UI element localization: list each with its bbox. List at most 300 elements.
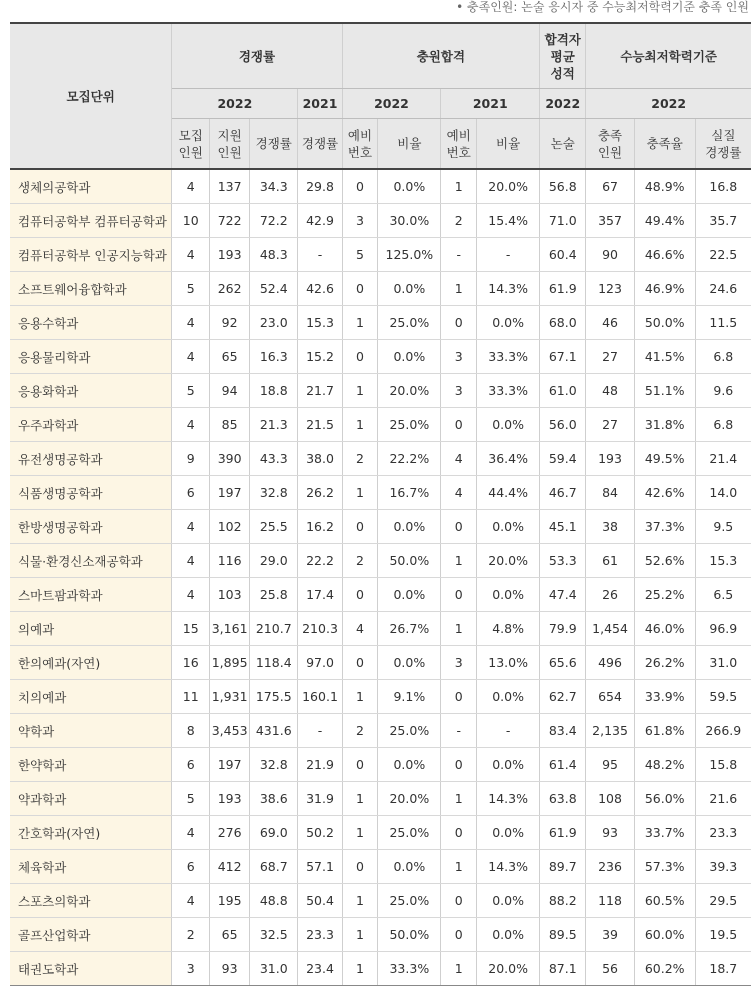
table-cell: 1 xyxy=(342,306,378,340)
footnote: • 충족인원: 논술 응시자 중 수능최저학력기준 충족 인원 xyxy=(456,0,749,14)
table-cell: 0 xyxy=(441,680,477,714)
table-cell: 32.8 xyxy=(250,748,298,782)
table-cell: 14.3% xyxy=(477,272,540,306)
table-cell: 197 xyxy=(210,748,250,782)
table-cell: 44.4% xyxy=(477,476,540,510)
table-cell: 68.0 xyxy=(540,306,586,340)
table-cell: 22.5 xyxy=(695,238,751,272)
table-cell: 26.2 xyxy=(298,476,342,510)
table-cell: 72.2 xyxy=(250,204,298,238)
table-cell: 0 xyxy=(342,340,378,374)
table-cell: 5 xyxy=(172,782,210,816)
table-cell: 0 xyxy=(342,578,378,612)
table-cell: 195 xyxy=(210,884,250,918)
table-cell: - xyxy=(477,238,540,272)
table-cell: 61.8% xyxy=(634,714,695,748)
table-cell: 210.3 xyxy=(298,612,342,646)
table-cell: 14.3% xyxy=(477,850,540,884)
table-cell: 11.5 xyxy=(695,306,751,340)
table-cell: 25.0% xyxy=(378,884,441,918)
unit-name: 유전생명공학과 xyxy=(10,442,172,476)
table-cell: 43.3 xyxy=(250,442,298,476)
table-cell: 33.3% xyxy=(477,374,540,408)
table-cell: 2 xyxy=(342,714,378,748)
table-cell: 29.5 xyxy=(695,884,751,918)
table-cell: 160.1 xyxy=(298,680,342,714)
table-cell: 61.9 xyxy=(540,272,586,306)
unit-name: 식물·환경신소재공학과 xyxy=(10,544,172,578)
table-cell: 1 xyxy=(342,952,378,986)
table-cell: 88.2 xyxy=(540,884,586,918)
table-cell: 48 xyxy=(586,374,634,408)
table-cell: 4 xyxy=(172,306,210,340)
table-body xyxy=(10,169,751,986)
table-cell: 0.0% xyxy=(378,578,441,612)
table-cell: 16.3 xyxy=(250,340,298,374)
table-cell: 20.0% xyxy=(477,169,540,204)
table-cell: 3 xyxy=(441,340,477,374)
table-cell: 1 xyxy=(441,612,477,646)
table-cell: 125.0% xyxy=(378,238,441,272)
unit-name: 약학과 xyxy=(10,714,172,748)
table-row xyxy=(10,204,751,238)
table-cell: 31.9 xyxy=(298,782,342,816)
table-cell: 4 xyxy=(172,884,210,918)
table-cell: 32.5 xyxy=(250,918,298,952)
table-cell: 21.3 xyxy=(250,408,298,442)
table-cell: 118 xyxy=(586,884,634,918)
table-cell: 3 xyxy=(172,952,210,986)
header-year: 2022 xyxy=(540,89,586,119)
table-cell: 65.6 xyxy=(540,646,586,680)
table-cell: 49.4% xyxy=(634,204,695,238)
table-cell: 26.2% xyxy=(634,646,695,680)
table-cell: 1 xyxy=(441,850,477,884)
col-header: 지원 인원 xyxy=(210,119,250,170)
header-year: 2022 xyxy=(342,89,441,119)
header-competition: 경쟁률 xyxy=(172,23,342,89)
table-cell: - xyxy=(441,714,477,748)
table-cell: 60.5% xyxy=(634,884,695,918)
table-cell: 67.1 xyxy=(540,340,586,374)
unit-name: 체육학과 xyxy=(10,850,172,884)
table-row xyxy=(10,476,751,510)
table-cell: 46.0% xyxy=(634,612,695,646)
table-row xyxy=(10,544,751,578)
table-cell: 6 xyxy=(172,748,210,782)
table-cell: 103 xyxy=(210,578,250,612)
table-cell: 33.9% xyxy=(634,680,695,714)
table-cell: 1 xyxy=(441,782,477,816)
table-cell: 5 xyxy=(342,238,378,272)
table-cell: 412 xyxy=(210,850,250,884)
table-cell: 3 xyxy=(441,646,477,680)
table-cell: 62.7 xyxy=(540,680,586,714)
table-cell: 27 xyxy=(586,340,634,374)
table-cell: 4 xyxy=(172,238,210,272)
table-cell: 60.2% xyxy=(634,952,695,986)
table-cell: 42.6% xyxy=(634,476,695,510)
col-header: 경쟁률 xyxy=(250,119,298,170)
table-cell: 0 xyxy=(441,510,477,544)
table-cell: 57.3% xyxy=(634,850,695,884)
table-cell: 5 xyxy=(172,374,210,408)
table-cell: 21.9 xyxy=(298,748,342,782)
table-cell: 4 xyxy=(172,169,210,204)
table-cell: - xyxy=(298,714,342,748)
table-cell: 23.3 xyxy=(695,816,751,850)
table-cell: 11 xyxy=(172,680,210,714)
table-cell: 2 xyxy=(342,544,378,578)
table-cell: 93 xyxy=(586,816,634,850)
table-cell: 1 xyxy=(342,782,378,816)
table-cell: 16.2 xyxy=(298,510,342,544)
table-cell: 23.3 xyxy=(298,918,342,952)
table-cell: 51.1% xyxy=(634,374,695,408)
table-cell: 46.6% xyxy=(634,238,695,272)
table-cell: 4 xyxy=(441,476,477,510)
table-cell: 39.3 xyxy=(695,850,751,884)
table-cell: 63.8 xyxy=(540,782,586,816)
table-cell: 47.4 xyxy=(540,578,586,612)
table-row xyxy=(10,816,751,850)
table-cell: 22.2 xyxy=(298,544,342,578)
table-row xyxy=(10,340,751,374)
table-cell: 266.9 xyxy=(695,714,751,748)
unit-name: 태권도학과 xyxy=(10,952,172,986)
table-row xyxy=(10,952,751,986)
table-cell: 1 xyxy=(441,952,477,986)
table-cell: 9.6 xyxy=(695,374,751,408)
table-cell: 193 xyxy=(210,238,250,272)
col-header: 비율 xyxy=(477,119,540,170)
table-cell: 94 xyxy=(210,374,250,408)
table-cell: 1,454 xyxy=(586,612,634,646)
table-row xyxy=(10,272,751,306)
table-cell: 16.8 xyxy=(695,169,751,204)
table-cell: 1,895 xyxy=(210,646,250,680)
table-cell: - xyxy=(477,714,540,748)
table-cell: 6 xyxy=(172,476,210,510)
table-cell: 56.8 xyxy=(540,169,586,204)
table-cell: 197 xyxy=(210,476,250,510)
table-cell: 90 xyxy=(586,238,634,272)
table-cell: 20.0% xyxy=(477,952,540,986)
col-header: 충족율 xyxy=(634,119,695,170)
table-cell: 3 xyxy=(342,204,378,238)
table-row xyxy=(10,306,751,340)
table-cell: 25.5 xyxy=(250,510,298,544)
table-cell: 496 xyxy=(586,646,634,680)
table-cell: 1 xyxy=(342,816,378,850)
table-cell: 0 xyxy=(441,578,477,612)
table-row xyxy=(10,714,751,748)
table-cell: 13.0% xyxy=(477,646,540,680)
table-cell: 0.0% xyxy=(378,510,441,544)
table-cell: 0 xyxy=(342,646,378,680)
table-cell: 0.0% xyxy=(477,510,540,544)
table-cell: 116 xyxy=(210,544,250,578)
unit-name: 컴퓨터공학부 컴퓨터공학과 xyxy=(10,204,172,238)
table-cell: 83.4 xyxy=(540,714,586,748)
table-row xyxy=(10,850,751,884)
table-row xyxy=(10,374,751,408)
table-cell: 4 xyxy=(441,442,477,476)
table-cell: 31.0 xyxy=(250,952,298,986)
table-cell: 25.2% xyxy=(634,578,695,612)
table-cell: 0.0% xyxy=(477,578,540,612)
table-row xyxy=(10,782,751,816)
table-cell: 3,453 xyxy=(210,714,250,748)
table-cell: 102 xyxy=(210,510,250,544)
table-cell: 68.7 xyxy=(250,850,298,884)
table-row xyxy=(10,748,751,782)
table-cell: 1 xyxy=(441,544,477,578)
admission-table xyxy=(10,22,751,986)
table-cell: 0.0% xyxy=(378,850,441,884)
table-cell: 357 xyxy=(586,204,634,238)
table-cell: 38.0 xyxy=(298,442,342,476)
table-cell: 0.0% xyxy=(378,646,441,680)
table-cell: 35.7 xyxy=(695,204,751,238)
table-cell: 0.0% xyxy=(477,748,540,782)
table-cell: 4 xyxy=(172,340,210,374)
table-cell: 6.8 xyxy=(695,340,751,374)
table-cell: 96.9 xyxy=(695,612,751,646)
table-cell: 15 xyxy=(172,612,210,646)
table-cell: 33.7% xyxy=(634,816,695,850)
table-cell: 262 xyxy=(210,272,250,306)
table-cell: 0.0% xyxy=(477,884,540,918)
unit-name: 치의예과 xyxy=(10,680,172,714)
table-cell: 56.0 xyxy=(540,408,586,442)
table-cell: 18.7 xyxy=(695,952,751,986)
header-year: 2022 xyxy=(586,89,751,119)
table-cell: 0 xyxy=(441,918,477,952)
table-cell: 29.8 xyxy=(298,169,342,204)
table-cell: 42.6 xyxy=(298,272,342,306)
header-year: 2022 xyxy=(172,89,298,119)
table-cell: 0.0% xyxy=(378,748,441,782)
table-cell: 26.7% xyxy=(378,612,441,646)
col-header: 예비 번호 xyxy=(441,119,477,170)
table-cell: 23.0 xyxy=(250,306,298,340)
table-cell: 65 xyxy=(210,340,250,374)
table-cell: 193 xyxy=(586,442,634,476)
table-cell: 48.9% xyxy=(634,169,695,204)
table-cell: 30.0% xyxy=(378,204,441,238)
table-cell: 25.8 xyxy=(250,578,298,612)
table-cell: 22.2% xyxy=(378,442,441,476)
header-avg-score: 합격자 평균 성적 xyxy=(540,23,586,89)
table-cell: 210.7 xyxy=(250,612,298,646)
table-cell: 61.9 xyxy=(540,816,586,850)
table-row xyxy=(10,578,751,612)
table-cell: 0.0% xyxy=(378,272,441,306)
table-cell: 50.4 xyxy=(298,884,342,918)
table-cell: 85 xyxy=(210,408,250,442)
table-cell: 21.7 xyxy=(298,374,342,408)
table-row xyxy=(10,510,751,544)
unit-name: 스포츠의학과 xyxy=(10,884,172,918)
table-cell: 0 xyxy=(342,748,378,782)
table-cell: 24.6 xyxy=(695,272,751,306)
table-cell: 60.4 xyxy=(540,238,586,272)
table-cell: 6.5 xyxy=(695,578,751,612)
table-cell: 84 xyxy=(586,476,634,510)
col-header: 실질 경쟁률 xyxy=(695,119,751,170)
table-cell: 654 xyxy=(586,680,634,714)
col-header: 충족 인원 xyxy=(586,119,634,170)
table-cell: 0 xyxy=(342,510,378,544)
table-cell: 56 xyxy=(586,952,634,986)
table-cell: 60.0% xyxy=(634,918,695,952)
table-cell: 0.0% xyxy=(378,169,441,204)
table-cell: 0.0% xyxy=(477,680,540,714)
table-cell: 15.4% xyxy=(477,204,540,238)
table-cell: 4 xyxy=(172,510,210,544)
table-cell: 4 xyxy=(172,544,210,578)
table-row xyxy=(10,646,751,680)
table-cell: 25.0% xyxy=(378,306,441,340)
unit-name: 생체의공학과 xyxy=(10,169,172,204)
unit-name: 한의예과(자연) xyxy=(10,646,172,680)
table-cell: 69.0 xyxy=(250,816,298,850)
table-cell: 71.0 xyxy=(540,204,586,238)
table-cell: 0 xyxy=(342,169,378,204)
table-cell: 52.6% xyxy=(634,544,695,578)
table-cell: 21.5 xyxy=(298,408,342,442)
table-cell: 56.0% xyxy=(634,782,695,816)
header-csat-minimum: 수능최저학력기준 xyxy=(586,23,751,89)
table-cell: 4 xyxy=(172,816,210,850)
table-cell: 0.0% xyxy=(378,340,441,374)
unit-name: 골프산업학과 xyxy=(10,918,172,952)
table-cell: 10 xyxy=(172,204,210,238)
table-cell: 2,135 xyxy=(586,714,634,748)
table-cell: - xyxy=(298,238,342,272)
table-cell: 1 xyxy=(342,884,378,918)
table-cell: 0 xyxy=(441,816,477,850)
table-cell: 276 xyxy=(210,816,250,850)
table-cell: 21.4 xyxy=(695,442,751,476)
table-cell: 16 xyxy=(172,646,210,680)
unit-name: 한약학과 xyxy=(10,748,172,782)
table-cell: 26 xyxy=(586,578,634,612)
table-cell: 1 xyxy=(342,374,378,408)
unit-name: 응용수학과 xyxy=(10,306,172,340)
unit-name: 스마트팜과학과 xyxy=(10,578,172,612)
table-cell: 21.6 xyxy=(695,782,751,816)
table-cell: 4.8% xyxy=(477,612,540,646)
table-row xyxy=(10,918,751,952)
col-header: 비율 xyxy=(378,119,441,170)
table-cell: 15.2 xyxy=(298,340,342,374)
table-cell: 9.1% xyxy=(378,680,441,714)
table-cell: 45.1 xyxy=(540,510,586,544)
table-cell: 50.0% xyxy=(634,306,695,340)
table-cell: 1 xyxy=(441,272,477,306)
table-cell: 37.3% xyxy=(634,510,695,544)
unit-name: 응용물리학과 xyxy=(10,340,172,374)
unit-name: 식품생명공학과 xyxy=(10,476,172,510)
table-cell: 50.0% xyxy=(378,544,441,578)
table-cell: 6.8 xyxy=(695,408,751,442)
table-cell: 89.5 xyxy=(540,918,586,952)
table-cell: 23.4 xyxy=(298,952,342,986)
header-year: 2021 xyxy=(298,89,342,119)
table-cell: 27 xyxy=(586,408,634,442)
table-cell: 17.4 xyxy=(298,578,342,612)
table-cell: 9.5 xyxy=(695,510,751,544)
table-cell: 15.3 xyxy=(695,544,751,578)
table-cell: 0.0% xyxy=(477,816,540,850)
unit-name: 소프트웨어융합학과 xyxy=(10,272,172,306)
table-cell: 2 xyxy=(441,204,477,238)
table-cell: 31.0 xyxy=(695,646,751,680)
table-cell: 67 xyxy=(586,169,634,204)
table-cell: 137 xyxy=(210,169,250,204)
table-cell: 0 xyxy=(342,850,378,884)
table-cell: 0 xyxy=(441,748,477,782)
unit-name: 의예과 xyxy=(10,612,172,646)
unit-name: 간호학과(자연) xyxy=(10,816,172,850)
table-cell: 46.9% xyxy=(634,272,695,306)
table-cell: 20.0% xyxy=(378,782,441,816)
table-cell: 175.5 xyxy=(250,680,298,714)
header-unit: 모집단위 xyxy=(10,23,172,169)
table-cell: 6 xyxy=(172,850,210,884)
table-cell: 390 xyxy=(210,442,250,476)
col-header: 논술 xyxy=(540,119,586,170)
table-cell: 29.0 xyxy=(250,544,298,578)
table-cell: 33.3% xyxy=(378,952,441,986)
table-cell: 59.4 xyxy=(540,442,586,476)
unit-name: 우주과학과 xyxy=(10,408,172,442)
header-additional-pass: 충원합격 xyxy=(342,23,540,89)
table-cell: 38.6 xyxy=(250,782,298,816)
table-cell: 0.0% xyxy=(477,408,540,442)
table-row xyxy=(10,442,751,476)
table-cell: 722 xyxy=(210,204,250,238)
table-cell: 2 xyxy=(172,918,210,952)
table-cell: 39 xyxy=(586,918,634,952)
col-header: 예비 번호 xyxy=(342,119,378,170)
table-cell: 46.7 xyxy=(540,476,586,510)
table-cell: 0 xyxy=(441,408,477,442)
table-cell: 49.5% xyxy=(634,442,695,476)
table-row xyxy=(10,169,751,204)
table-cell: 61 xyxy=(586,544,634,578)
table-cell: 193 xyxy=(210,782,250,816)
table-cell: 89.7 xyxy=(540,850,586,884)
table-cell: 50.2 xyxy=(298,816,342,850)
table-cell: - xyxy=(441,238,477,272)
table-cell: 61.0 xyxy=(540,374,586,408)
table-cell: 48.3 xyxy=(250,238,298,272)
table-cell: 25.0% xyxy=(378,714,441,748)
table-cell: 59.5 xyxy=(695,680,751,714)
table-cell: 123 xyxy=(586,272,634,306)
table-row xyxy=(10,408,751,442)
table-cell: 25.0% xyxy=(378,816,441,850)
table-cell: 118.4 xyxy=(250,646,298,680)
table-cell: 0 xyxy=(441,884,477,918)
table-cell: 1,931 xyxy=(210,680,250,714)
table-cell: 2 xyxy=(342,442,378,476)
table-cell: 0.0% xyxy=(477,306,540,340)
table-cell: 4 xyxy=(342,612,378,646)
